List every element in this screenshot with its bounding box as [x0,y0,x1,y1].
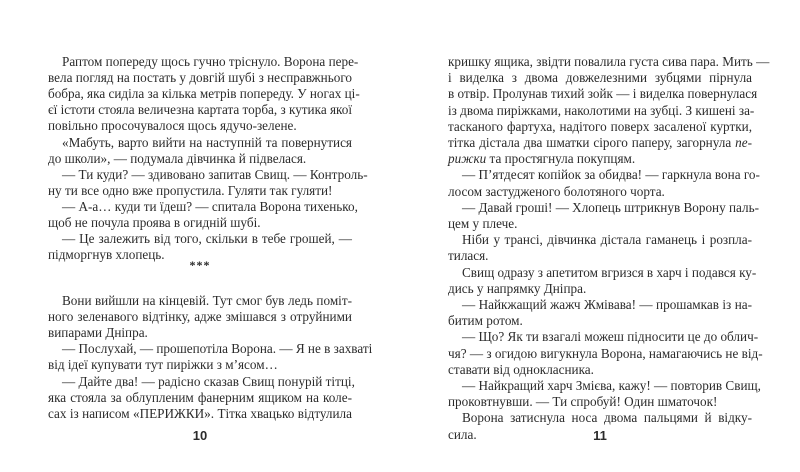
text-line: Вони вийшли на кінцевій. Тут смог був ледь поміт- [62,293,352,308]
text-line: сила. [448,426,477,442]
text-line: в отвір. Пролунав тихий зойк — і виделка повернулася [448,86,758,102]
text-line: тасканого фартуха, надітого поверх засаленої куртки, [448,118,752,134]
text-segment: та простягнула покупцям. [486,151,636,167]
text-line: — Найкращий харч Змієва, кажу! — повторив Свищ, [462,378,761,393]
text-line: повільно просочувалося щось ядучо-зелене. [48,118,297,134]
text-line: — П’ятдесят копійок за обидва! — гаркнула вона го- [462,167,760,183]
text-line: бобра, яка сиділа за кілька метрів попереду. У ногах ці- [48,86,360,102]
text-line [448,151,752,167]
italic-text: рижки [448,151,487,167]
text-line: із двома пиріжками, наколотими на зубці. З кишені за- [448,102,755,118]
text-segment: тітка дістала два шматки сірого паперу, загорнула [448,135,736,150]
text-line: — Найкжащий жажч Жмівава! — прошамкав із на- [462,297,752,312]
text-line: дись у напрямку Дніпра. [448,280,587,296]
right-page [400,0,800,472]
text-line: ставати від однокласника. [448,361,594,377]
italic-text: пе- [735,135,752,150]
text-line: — Це залежить від того, скільки в тебе грошей, — [62,231,352,247]
text-line: — А-а… куди ти їдеш? — спитала Ворона тихенько, [62,198,358,214]
text-line: щоб не почула проява в огидній шубі. [48,215,261,230]
section-separator: *** [189,258,211,272]
text-line: ного зеленавого відтінку, адже змішався з отруйними [48,309,352,325]
text-line: Раптом попереду щось гучно тріснуло. Ворона пере- [62,54,359,69]
text-line: «Мабуть, варто вийти на наступній та повернутися [62,134,352,150]
text-line: цем у плече. [448,216,518,231]
text-line: яка стояла за облупленим фанерним ящиком на коле- [48,389,352,405]
text-line: підморгнув хлопець. [48,247,165,263]
text-line: — Ти куди? — здивовано запитав Свищ. — Контроль- [62,166,368,182]
text-line: сах із написом «ПЕРИЖКИ». Тітка хвацько відтулила [48,405,352,421]
text-line: від ідеї купувати тут пиріжки з м’ясом… [48,357,278,373]
text-line: і виделка з двома довжелезними зубцями пірнула [448,70,752,86]
text-line: — Давай гроші! — Хлопець штрикнув Ворону паль- [462,199,760,215]
text-line: — Послухай, — прошепотіла Ворона. — Я не в захваті [62,341,373,357]
text-line [448,135,752,151]
page-number: 11 [593,428,607,443]
text-line: лосом застудженого болотяного чорта. [448,183,665,199]
text-line: ну ти все одно вже пропустила. Гуляти так гуляти! [48,182,333,198]
text-line: чя? — з огидою вигукнула Ворона, намагаючись не від- [448,345,763,361]
text-line: Свищ одразу з апетитом вгризся в харч і подався ку- [462,264,757,280]
text-line: Ворона затиснула носа двома пальцями й відку- [462,410,752,426]
text-line: єї істоти стояла величезна картата торба, з кутика якої [48,102,353,118]
page-number: 10 [192,428,208,443]
text-line: Ніби у трансі, дівчинка дістала гаманець і розпла- [462,232,752,248]
text-line: тилася. [448,248,489,264]
text-line: проковтнувши. — Ти спробуй! Один шматочок! [448,394,718,410]
text-line: кришку ящика, звідти повалила густа сива пара. Мить — [448,54,770,69]
text-line: — Що? Як ти взагалі можеш підносити це до облич- [462,329,759,345]
text-line: випарами Дніпра. [48,325,148,341]
text-line: — Дайте два! — радісно сказав Свищ понурій тітці, [62,373,355,389]
text-line: битим ротом. [448,313,523,329]
text-line: вела погляд на постать у довгій шубі з несправжнього [48,70,352,86]
text-line: до школи», — подумала дівчинка й підвелася. [48,150,307,166]
